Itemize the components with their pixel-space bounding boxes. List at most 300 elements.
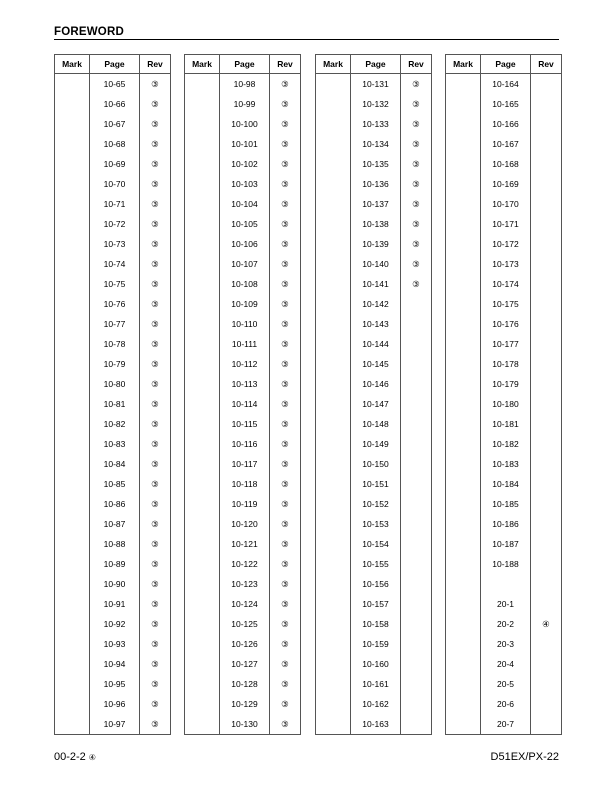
mark-cell (316, 614, 351, 634)
rev-cell (400, 694, 431, 714)
mark-cell (185, 114, 220, 134)
rev-cell (400, 494, 431, 514)
table-row (446, 554, 562, 574)
mark-cell (316, 434, 351, 454)
mark-cell (55, 174, 90, 194)
rev-cell: ③ (400, 194, 431, 214)
rev-cell: ③ (139, 674, 170, 694)
table-row (446, 694, 562, 714)
page-cell: 10-158 (351, 614, 401, 634)
page-cell: 10-157 (351, 594, 401, 614)
mark-cell (55, 434, 90, 454)
mark-cell (185, 254, 220, 274)
page-cell: 20-1 (481, 594, 531, 614)
mark-cell (185, 334, 220, 354)
table-row (185, 574, 301, 594)
page-cell: 10-186 (481, 514, 531, 534)
page-cell: 10-177 (481, 334, 531, 354)
table-row (185, 434, 301, 454)
mark-cell (185, 374, 220, 394)
mark-cell (185, 714, 220, 735)
rev-cell: ③ (139, 554, 170, 574)
column-header-mark: Mark (316, 55, 351, 74)
mark-cell (316, 114, 351, 134)
page-cell: 10-138 (351, 214, 401, 234)
table-row (446, 114, 562, 134)
page-cell: 10-73 (90, 234, 140, 254)
rev-cell: ③ (139, 214, 170, 234)
mark-cell (316, 494, 351, 514)
page-cell: 10-94 (90, 654, 140, 674)
mark-cell (316, 294, 351, 314)
table-row (316, 634, 432, 654)
rev-cell: ③ (139, 94, 170, 114)
page-cell: 20-3 (481, 634, 531, 654)
mark-cell (316, 534, 351, 554)
table-row (446, 274, 562, 294)
rev-cell: ③ (139, 634, 170, 654)
table-row (446, 454, 562, 474)
page-cell: 10-114 (220, 394, 270, 414)
mark-cell (55, 574, 90, 594)
rev-cell (530, 634, 561, 654)
mark-cell (55, 74, 90, 95)
table-row (55, 374, 171, 394)
mark-cell (316, 174, 351, 194)
page-cell: 10-120 (220, 514, 270, 534)
rev-cell: ③ (269, 154, 300, 174)
page-cell: 10-127 (220, 654, 270, 674)
page-cell: 10-150 (351, 454, 401, 474)
rev-cell: ③ (269, 454, 300, 474)
page-cell: 10-173 (481, 254, 531, 274)
page-cell (481, 574, 531, 594)
table-row (55, 594, 171, 614)
rev-cell (530, 694, 561, 714)
mark-cell (185, 474, 220, 494)
table-row (446, 514, 562, 534)
rev-cell (530, 274, 561, 294)
page-cell: 10-88 (90, 534, 140, 554)
mark-cell (316, 74, 351, 95)
table-row (55, 494, 171, 514)
rev-cell (530, 354, 561, 374)
page-cell: 10-154 (351, 534, 401, 554)
rev-cell: ③ (269, 374, 300, 394)
rev-cell: ③ (400, 154, 431, 174)
rev-cell: ③ (139, 534, 170, 554)
table-row (316, 534, 432, 554)
table-row (55, 694, 171, 714)
table-row (316, 454, 432, 474)
table-row (55, 234, 171, 254)
page-cell: 10-76 (90, 294, 140, 314)
page-cell: 10-174 (481, 274, 531, 294)
page-cell: 10-122 (220, 554, 270, 574)
table-row (446, 654, 562, 674)
table-row (185, 74, 301, 95)
table-row (446, 374, 562, 394)
table-row (316, 594, 432, 614)
page-cell: 10-109 (220, 294, 270, 314)
rev-cell: ③ (139, 714, 170, 735)
page-cell: 10-102 (220, 154, 270, 174)
rev-cell: ③ (400, 234, 431, 254)
page-cell: 10-168 (481, 154, 531, 174)
table-row (316, 154, 432, 174)
table-row (185, 394, 301, 414)
rev-cell: ③ (400, 274, 431, 294)
mark-cell (55, 194, 90, 214)
mark-cell (185, 414, 220, 434)
page-cell: 10-110 (220, 314, 270, 334)
rev-cell: ③ (139, 274, 170, 294)
table-row (316, 694, 432, 714)
mark-cell (185, 134, 220, 154)
page-cell: 10-155 (351, 554, 401, 574)
mark-cell (316, 394, 351, 414)
rev-cell: ③ (139, 354, 170, 374)
rev-cell: ③ (269, 614, 300, 634)
column-header-page: Page (90, 55, 140, 74)
page-cell: 10-103 (220, 174, 270, 194)
rev-cell: ③ (400, 134, 431, 154)
rev-cell: ③ (139, 474, 170, 494)
rev-cell (400, 294, 431, 314)
mark-cell (185, 394, 220, 414)
table-row (55, 394, 171, 414)
mark-cell (185, 514, 220, 534)
table-row (446, 394, 562, 414)
table-row (316, 274, 432, 294)
mark-cell (55, 94, 90, 114)
mark-cell (185, 314, 220, 334)
page-cell: 10-68 (90, 134, 140, 154)
table-row (55, 314, 171, 334)
page-cell: 10-179 (481, 374, 531, 394)
page-cell: 10-149 (351, 434, 401, 454)
header-rule (54, 39, 559, 40)
rev-cell: ③ (269, 594, 300, 614)
table-row (446, 234, 562, 254)
rev-cell: ③ (269, 354, 300, 374)
table-row (446, 294, 562, 314)
mark-cell (55, 334, 90, 354)
rev-cell: ③ (269, 534, 300, 554)
page-cell: 10-65 (90, 74, 140, 95)
mark-cell (446, 134, 481, 154)
table-row (185, 614, 301, 634)
page-cell: 10-151 (351, 474, 401, 494)
mark-cell (185, 74, 220, 95)
mark-cell (446, 694, 481, 714)
table-row (55, 294, 171, 314)
rev-cell (530, 134, 561, 154)
table-row (185, 114, 301, 134)
page-cell: 10-167 (481, 134, 531, 154)
page-cell: 10-147 (351, 394, 401, 414)
page-cell: 10-108 (220, 274, 270, 294)
rev-cell: ③ (139, 314, 170, 334)
table-row (55, 214, 171, 234)
page-cell: 10-133 (351, 114, 401, 134)
mark-cell (316, 134, 351, 154)
page-cell: 10-137 (351, 194, 401, 214)
rev-cell (530, 454, 561, 474)
page-cell: 10-128 (220, 674, 270, 694)
mark-cell (55, 674, 90, 694)
rev-cell: ③ (139, 294, 170, 314)
table-row (55, 434, 171, 454)
mark-cell (55, 494, 90, 514)
rev-cell: ③ (269, 574, 300, 594)
page-cell: 10-148 (351, 414, 401, 434)
rev-cell (530, 494, 561, 514)
rev-cell (530, 474, 561, 494)
rev-cell: ③ (269, 414, 300, 434)
table-row (446, 94, 562, 114)
rev-cell: ③ (269, 294, 300, 314)
page-cell: 10-136 (351, 174, 401, 194)
revision-table-4 (445, 54, 562, 735)
mark-cell (185, 294, 220, 314)
page-cell: 10-166 (481, 114, 531, 134)
rev-cell: ③ (139, 514, 170, 534)
page-cell: 10-87 (90, 514, 140, 534)
rev-cell: ③ (139, 574, 170, 594)
mark-cell (316, 674, 351, 694)
mark-cell (316, 214, 351, 234)
rev-cell: ③ (269, 694, 300, 714)
mark-cell (446, 454, 481, 474)
table-row (55, 454, 171, 474)
page-cell: 10-84 (90, 454, 140, 474)
page-cell: 10-146 (351, 374, 401, 394)
column-header-page: Page (481, 55, 531, 74)
mark-cell (316, 654, 351, 674)
table-row (55, 194, 171, 214)
mark-cell (316, 314, 351, 334)
rev-cell: ③ (400, 174, 431, 194)
table-row (316, 94, 432, 114)
mark-cell (316, 634, 351, 654)
footer-model: D51EX/PX-22 (490, 751, 559, 763)
page-cell: 10-169 (481, 174, 531, 194)
mark-cell (55, 634, 90, 654)
rev-cell: ③ (269, 634, 300, 654)
rev-cell: ③ (269, 194, 300, 214)
mark-cell (446, 554, 481, 574)
rev-cell (400, 534, 431, 554)
mark-cell (55, 114, 90, 134)
mark-cell (185, 274, 220, 294)
edition-mark: ④ (88, 753, 96, 762)
rev-cell (530, 194, 561, 214)
mark-cell (446, 274, 481, 294)
rev-cell (530, 254, 561, 274)
mark-cell (446, 414, 481, 434)
table-row (185, 194, 301, 214)
rev-cell (400, 334, 431, 354)
mark-cell (446, 114, 481, 134)
rev-cell (400, 714, 431, 735)
table-row (316, 334, 432, 354)
rev-cell: ③ (269, 314, 300, 334)
rev-cell: ③ (139, 394, 170, 414)
page-cell: 10-98 (220, 74, 270, 95)
table-row (316, 294, 432, 314)
page-cell: 10-90 (90, 574, 140, 594)
rev-cell: ③ (269, 174, 300, 194)
table-row (55, 474, 171, 494)
column-header-mark: Mark (185, 55, 220, 74)
rev-cell (400, 574, 431, 594)
rev-cell (530, 714, 561, 735)
mark-cell (185, 554, 220, 574)
rev-cell (530, 554, 561, 574)
mark-cell (55, 654, 90, 674)
page-number: 00-2-2 (54, 751, 86, 763)
rev-cell: ③ (269, 214, 300, 234)
mark-cell (55, 154, 90, 174)
rev-cell (400, 454, 431, 474)
mark-cell (316, 574, 351, 594)
mark-cell (446, 654, 481, 674)
column-header-rev: Rev (139, 55, 170, 74)
page-cell: 10-115 (220, 414, 270, 434)
rev-cell (530, 594, 561, 614)
page-cell: 10-181 (481, 414, 531, 434)
table-row (446, 354, 562, 374)
page-cell: 10-171 (481, 214, 531, 234)
rev-cell: ③ (269, 254, 300, 274)
table-row (55, 614, 171, 634)
mark-cell (446, 434, 481, 454)
table-row (55, 574, 171, 594)
table-row (316, 214, 432, 234)
page-cell: 10-182 (481, 434, 531, 454)
table-row (55, 654, 171, 674)
mark-cell (55, 214, 90, 234)
table-row (185, 334, 301, 354)
rev-cell (530, 414, 561, 434)
table-row (185, 514, 301, 534)
page-cell: 10-172 (481, 234, 531, 254)
mark-cell (446, 234, 481, 254)
rev-cell: ③ (269, 434, 300, 454)
rev-cell: ③ (269, 514, 300, 534)
column-header-mark: Mark (55, 55, 90, 74)
mark-cell (446, 214, 481, 234)
table-row (446, 414, 562, 434)
table-row (185, 274, 301, 294)
page-cell: 10-80 (90, 374, 140, 394)
page-cell: 10-82 (90, 414, 140, 434)
rev-cell: ③ (139, 434, 170, 454)
page-cell: 10-126 (220, 634, 270, 654)
mark-cell (55, 374, 90, 394)
mark-cell (55, 614, 90, 634)
page-cell: 10-111 (220, 334, 270, 354)
table-row (316, 554, 432, 574)
page-cell: 10-165 (481, 94, 531, 114)
page-cell: 20-4 (481, 654, 531, 674)
page-cell: 10-119 (220, 494, 270, 514)
rev-cell (530, 294, 561, 314)
table-row (316, 174, 432, 194)
rev-cell: ③ (139, 234, 170, 254)
rev-cell: ③ (400, 214, 431, 234)
page-cell: 10-104 (220, 194, 270, 214)
rev-cell (530, 574, 561, 594)
mark-cell (446, 674, 481, 694)
rev-cell (530, 514, 561, 534)
mark-cell (185, 354, 220, 374)
table-row (55, 174, 171, 194)
page-cell: 10-178 (481, 354, 531, 374)
table-row (185, 354, 301, 374)
page-cell: 10-96 (90, 694, 140, 714)
rev-cell: ③ (269, 114, 300, 134)
table-row (185, 134, 301, 154)
rev-cell: ③ (139, 654, 170, 674)
table-row (316, 354, 432, 374)
page-cell: 10-92 (90, 614, 140, 634)
mark-cell (55, 294, 90, 314)
header-row (185, 55, 301, 74)
rev-cell: ③ (139, 694, 170, 714)
page-title: FOREWORD (54, 26, 124, 38)
page-cell: 10-131 (351, 74, 401, 95)
table-row (185, 474, 301, 494)
mark-cell (446, 534, 481, 554)
mark-cell (55, 254, 90, 274)
table-row (316, 134, 432, 154)
page-cell: 10-70 (90, 174, 140, 194)
rev-cell (400, 554, 431, 574)
table-row (185, 694, 301, 714)
page-cell: 10-105 (220, 214, 270, 234)
column-header-rev: Rev (269, 55, 300, 74)
rev-cell (400, 354, 431, 374)
mark-cell (316, 474, 351, 494)
rev-cell: ③ (139, 114, 170, 134)
mark-cell (446, 254, 481, 274)
page-cell: 10-91 (90, 594, 140, 614)
rev-cell (400, 314, 431, 334)
mark-cell (55, 474, 90, 494)
rev-cell: ③ (269, 394, 300, 414)
table-row (55, 274, 171, 294)
rev-cell: ③ (269, 334, 300, 354)
mark-cell (316, 594, 351, 614)
table-row (446, 614, 562, 634)
footer-page-number (54, 751, 96, 763)
rev-cell: ③ (269, 554, 300, 574)
table-row (316, 714, 432, 735)
table-row (316, 314, 432, 334)
table-row (316, 114, 432, 134)
page-cell: 10-145 (351, 354, 401, 374)
table-row (446, 434, 562, 454)
rev-cell (530, 374, 561, 394)
revision-table-3 (315, 54, 432, 735)
table-row (446, 74, 562, 95)
page-cell: 10-175 (481, 294, 531, 314)
rev-cell: ③ (269, 234, 300, 254)
table-row (316, 74, 432, 95)
rev-cell: ③ (139, 134, 170, 154)
